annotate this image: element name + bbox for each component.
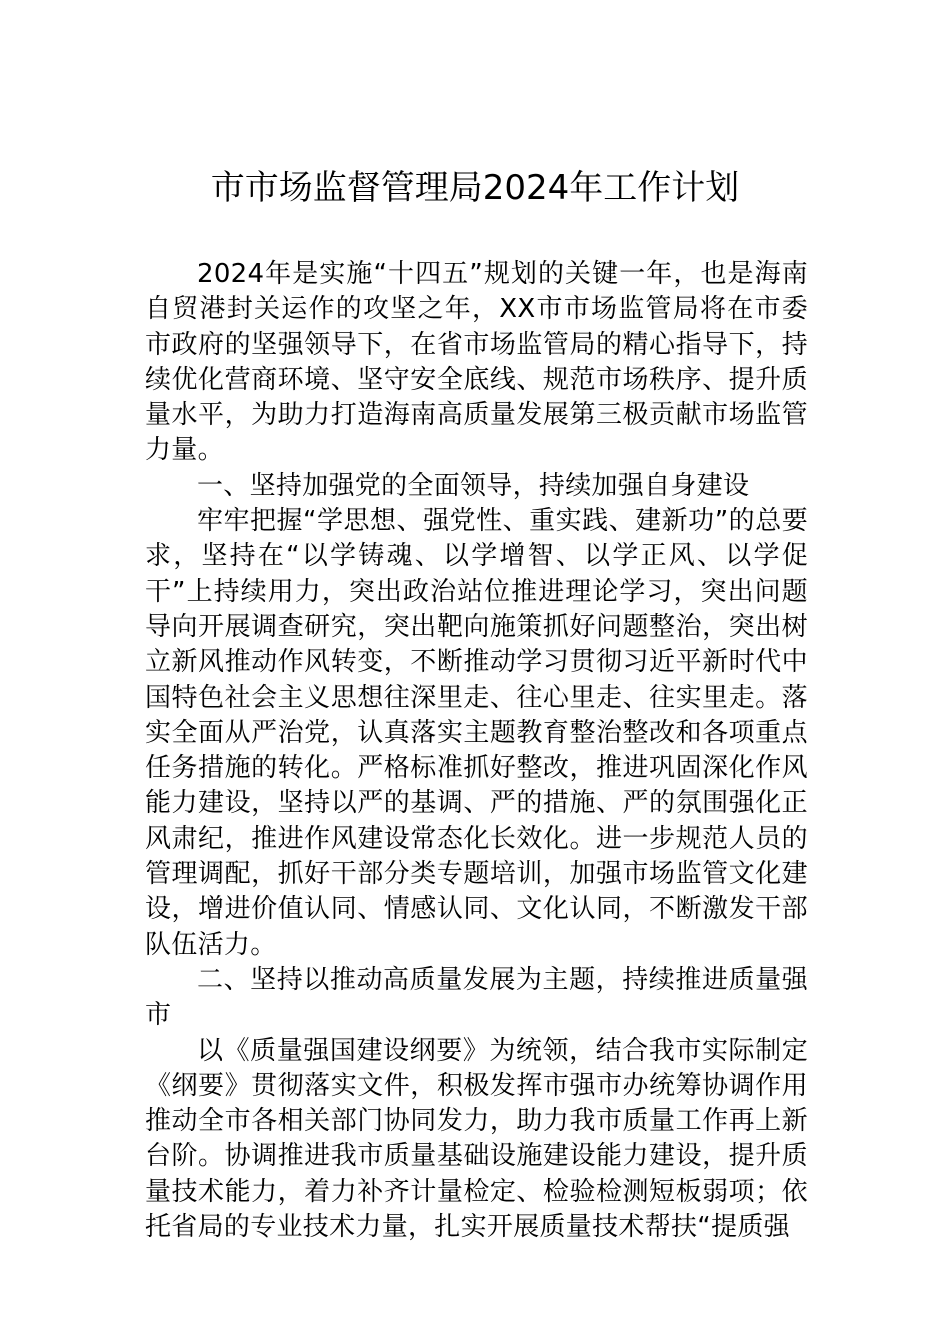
paragraph-section-1: 牢牢把握“学思想、强党性、重实践、建新功”的总要求，坚持在“以学铸魂、以学增智、以学正风、以学促干”上持续用力，突出政治站位推进理论学习，突出问题导向开展调查研究，突出靶向施策抓好问题整治，突出树立新风推动作风转变，不断推动学习贯彻习近平新时代中国特色社会主义思想往深里走、往心里走、往实里走。落实全面从严治党，认真落实主题教育整治整改和各项重点任务措施的转化。严格标准抓好整改，推进巩固深化作风能力建设，坚持以严的基调、严的措施、严的氛围强化正风肃纪，推进作风建设常态化长效化。进一步规范人员的管理调配，抓好干部分类专题培训，加强市场监管文化建设，增进价值认同、情感认同、文化认同，不断激发干部队伍活力。 bbox=[145, 506, 808, 960]
section-heading-1: 一、坚持加强党的全面领导，持续加强自身建设 bbox=[197, 470, 750, 501]
paragraph-section-2: 以《质量强国建设纲要》为统领，结合我市实际制定《纲要》贯彻落实文件，积极发挥市强市办统筹协调作用推动全市各相关部门协同发力，助力我市质量工作再上新台阶。协调推进我市质量基础设施建设能力建设，提升质量技术能力，着力补齐计量检定、检验检测短板弱项；依托省局的专业技术力量，扎实开展质量技术帮扶“提质强 bbox=[145, 1035, 808, 1243]
paragraph-intro: 2024年是实施“十四五”规划的关键一年，也是海南自贸港封关运作的攻坚之年，XX市市场监管局将在市委市政府的坚强领导下，在省市场监管局的精心指导下，持续优化营商环境、坚守安全底线、规范市场秩序、提升质量水平，为助力打造海南高质量发展第三极贡献市场监管力量。 bbox=[145, 259, 808, 466]
document-title: 市市场监督管理局2024年工作计划 bbox=[210, 168, 740, 208]
document-body bbox=[145, 257, 808, 1245]
section-heading-2: 二、坚持以推动高质量发展为主题，持续推进质量强市 bbox=[145, 964, 808, 1031]
